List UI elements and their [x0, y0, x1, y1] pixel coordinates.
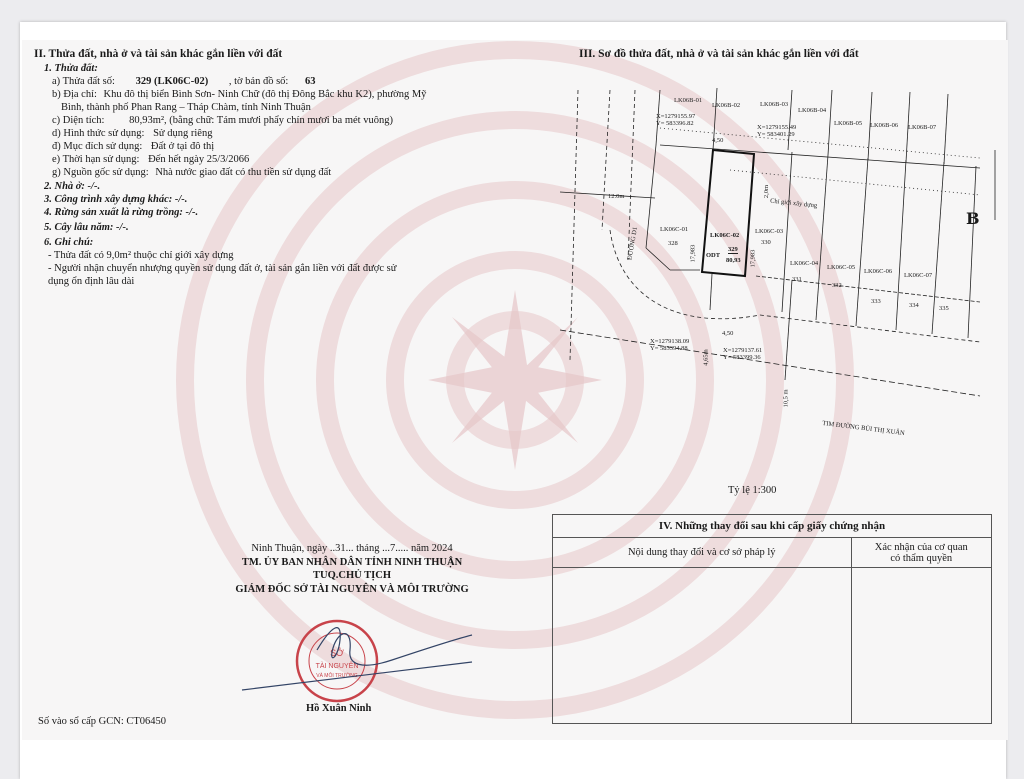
signer-role-2: GIÁM ĐỐC SỞ TÀI NGUYÊN VÀ MÔI TRƯỜNG: [235, 583, 469, 595]
note-1: - Thửa đất có 9,0m² thuộc chỉ giới xây dựng: [48, 250, 234, 261]
svg-text:TÀI NGUYÊN: TÀI NGUYÊN: [315, 663, 359, 670]
address-row: [52, 88, 426, 101]
area-value: 80,93m², (bằng chữ: Tám mươi phẩy chín mươi ba mét vuông): [129, 115, 393, 126]
usage-origin-row: [52, 166, 331, 179]
changes-table: [552, 514, 992, 724]
parcel-width-bottom: 4,50: [722, 330, 734, 337]
coord-1-y: Y= 583396.82: [656, 120, 694, 127]
lot-code-333: LK06C-06: [864, 268, 893, 275]
section-4-title: IV. Những thay đổi sau khi cấp giấy chứng nhận: [553, 515, 992, 538]
setback-label: Chỉ giới xây dựng: [769, 197, 818, 210]
changes-content-cell: [553, 568, 852, 724]
section-2-title: II. Thửa đất, nhà ở và tài sản khác gắn liền với đất: [34, 48, 283, 60]
note-2-line1: - Người nhận chuyển nhượng quyền sử dụng đất ở, tài sản gắn liền với đất được sử: [48, 263, 397, 274]
area-label: c) Diện tích:: [52, 115, 105, 126]
road-main-width: 10,5 m: [782, 389, 790, 408]
lot-code-332: LK06C-05: [827, 264, 856, 271]
forest-item: 4. Rừng sản xuất là rừng trồng: -/-.: [44, 207, 199, 218]
lot-label-north-6: LK06B-06: [870, 122, 899, 129]
coord-4-x: X=1279137.61: [723, 347, 763, 354]
land-heading: 1. Thửa đất:: [44, 63, 98, 74]
svg-text:SỞ: SỞ: [330, 648, 344, 658]
usage-purpose-label: đ) Mục đích sử dụng:: [52, 141, 143, 152]
lot-label-north-1: LK06B-01: [674, 97, 703, 104]
subject-parcel-use: ODT: [706, 252, 721, 259]
lot-number-333: 333: [871, 298, 881, 305]
road-d1-label: ĐƯỜNG D1: [626, 226, 640, 261]
coord-4-y: Y= 583399.36: [723, 354, 761, 361]
parcel-number-row: [52, 75, 315, 88]
usage-term-value: Đến hết ngày 25/3/2066: [148, 154, 250, 165]
confirm-header-line1: Xác nhận của cơ quan: [874, 541, 968, 553]
parcel-side-left: 17,983: [689, 244, 697, 263]
section-3-title: III. Sơ đồ thửa đất, nhà ở và tài sản khác gắn liền với đất: [579, 48, 859, 60]
note-2-line2: dụng ổn định lâu dài: [48, 276, 135, 287]
address-value-line2: Bình, thành phố Phan Rang – Tháp Chàm, tỉnh Ninh Thuận: [61, 102, 311, 113]
area-row: [52, 114, 393, 127]
other-construction-item: 3. Công trình xây dựng khác: -/-.: [44, 194, 188, 205]
road-d1-width: 12.0m: [608, 193, 625, 200]
lot-number-328: 328: [668, 240, 678, 247]
address-label: b) Địa chỉ:: [52, 89, 97, 100]
map-sheet-value: 63: [304, 76, 316, 87]
usage-term-label: e) Thời hạn sử dụng:: [52, 154, 140, 165]
lot-number-332: 332: [832, 282, 842, 289]
lot-number-331: 331: [792, 276, 802, 283]
usage-origin-value: Nhà nước giao đất có thu tiền sử dụng đất: [155, 167, 332, 178]
subject-parcel-number: 329: [728, 246, 738, 253]
road-main-label: TIM ĐƯỜNG BÙI THỊ XUÂN: [821, 419, 906, 438]
perennial-item: 5. Cây lâu năm: -/-.: [44, 222, 129, 233]
coord-2-y: Y= 583401.29: [757, 131, 795, 138]
lot-label-north-2: LK06B-02: [712, 102, 741, 109]
subject-parcel-code: LK06C-02: [710, 232, 740, 239]
setback-width: 2,0m: [763, 184, 771, 199]
usage-purpose-value: Đất ở tại đô thị: [150, 141, 215, 152]
house-item: 2. Nhà ở: -/-.: [44, 181, 101, 192]
coord-3-x: X=1279138.09: [650, 338, 690, 345]
coord-1-x: X=1279155.97: [656, 113, 696, 120]
signer-name: Hồ Xuân Ninh: [306, 703, 372, 714]
coord-2-x: X=1279155.49: [757, 124, 797, 131]
signature-icon: [222, 620, 482, 700]
lot-label-north-7: LK06B-07: [908, 124, 937, 131]
lot-code-331: LK06C-04: [790, 260, 819, 267]
lot-code-330: LK06C-03: [755, 228, 784, 235]
subject-parcel-area: 80,93: [726, 257, 741, 264]
address-value-line1: Khu đô thị biển Bình Sơn- Ninh Chữ (đô thị Đông Bắc khu K2), phường Mỹ: [103, 89, 427, 100]
map-sheet-label: , tờ bản đồ số:: [228, 76, 289, 87]
lot-number-330: 330: [761, 239, 771, 246]
usage-form-value: Sử dụng riêng: [153, 128, 213, 139]
lot-label-north-3: LK06B-03: [760, 101, 789, 108]
confirm-header-line2: có thẩm quyền: [890, 552, 953, 564]
parcel-width-top: 4,50: [712, 137, 724, 144]
parcel-number-value: 329 (LK06C-02): [135, 76, 209, 87]
lot-number-334: 334: [909, 302, 919, 309]
front-setback: 4,65m: [702, 349, 710, 366]
usage-term-row: [52, 153, 249, 166]
lot-label-north-5: LK06B-05: [834, 120, 863, 127]
usage-form-row: [52, 127, 212, 140]
land-certificate-page: [22, 40, 1008, 740]
changes-col-confirm-header: [851, 538, 991, 568]
issuing-org: TM. ỦY BAN NHÂN DÂN TỈNH NINH THUẬN: [241, 556, 463, 568]
usage-form-label: d) Hình thức sử dụng:: [52, 128, 145, 139]
coord-3-y: Y= 583394.88: [650, 345, 688, 352]
svg-text:VÀ MÔI TRƯỜNG: VÀ MÔI TRƯỜNG: [316, 673, 358, 679]
lot-code-328: LK06C-01: [660, 226, 689, 233]
changes-col-content-header: Nội dung thay đổi và cơ sở pháp lý: [553, 538, 852, 568]
usage-origin-label: g) Nguồn gốc sử dụng:: [52, 167, 149, 178]
usage-purpose-row: [52, 140, 214, 153]
parcel-number-label: a) Thửa đất số:: [52, 76, 115, 87]
lot-number-335: 335: [939, 305, 949, 312]
notes-heading: 6. Ghi chú:: [44, 237, 94, 248]
signature-block: [202, 542, 502, 596]
registry-number: Số vào sổ cấp GCN: CT06450: [38, 716, 167, 727]
signer-role-1: TUQ.CHỦ TỊCH: [313, 570, 391, 581]
north-marker: B: [966, 209, 980, 228]
issue-date: Ninh Thuận, ngày ..31... tháng ...7..... năm 2024: [251, 543, 453, 554]
map-scale: Tỷ lệ 1:300: [728, 485, 777, 496]
parcel-side-right: 17,983: [749, 249, 757, 268]
lot-label-north-4: LK06B-04: [798, 107, 827, 114]
lot-code-334: LK06C-07: [904, 272, 933, 279]
changes-confirm-cell: [851, 568, 991, 724]
